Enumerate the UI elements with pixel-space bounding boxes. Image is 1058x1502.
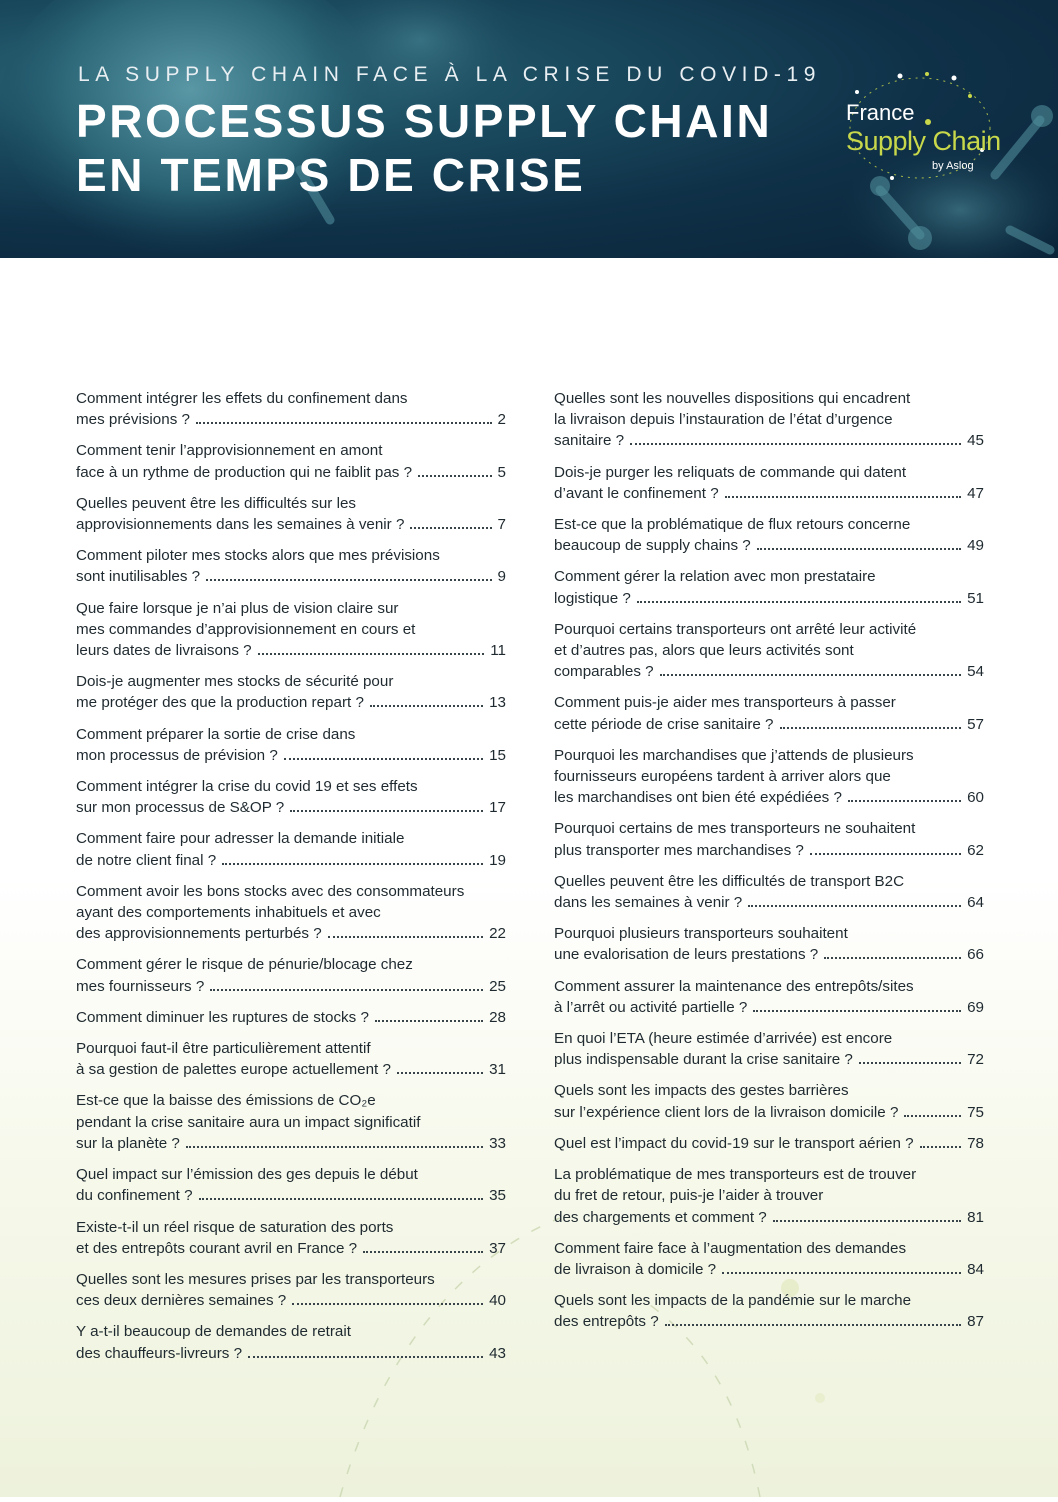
toc-page-number[interactable]: 43 [489, 1344, 506, 1362]
toc-entry[interactable] [76, 1164, 506, 1206]
toc-entry-last-line [76, 566, 506, 587]
page-title-line-2: EN TEMPS DE CRISE [76, 149, 586, 201]
toc-page-number[interactable]: 69 [967, 998, 984, 1016]
toc-dot-leader [375, 1019, 483, 1022]
logo-text-by-aslog: by Aslog [932, 160, 974, 172]
toc-entry-text-line: Comment tenir l’approvisionnement en amont [76, 442, 383, 460]
toc-entry-text-line: Comment faire pour adresser la demande initiale [76, 830, 405, 848]
toc-entry-last-line [76, 1133, 506, 1154]
toc-entry-text-line: Comment intégrer les effets du confinement dans [76, 390, 408, 407]
toc-entry[interactable] [554, 1133, 984, 1154]
toc-dot-leader [284, 757, 483, 760]
toc-entry[interactable] [76, 881, 506, 945]
toc-page-number[interactable]: 37 [489, 1239, 506, 1257]
toc-dot-leader [410, 526, 491, 529]
toc-entry-text-line: et d’autres pas, alors que leurs activités sont [554, 642, 854, 660]
toc-dot-leader [186, 1145, 483, 1148]
toc-entry-text-line: Dois-je augmenter mes stocks de sécurité pour [76, 673, 394, 691]
toc-entry-last-line [76, 1185, 506, 1206]
toc-page-number[interactable]: 47 [967, 484, 984, 502]
toc-dot-leader [920, 1145, 961, 1148]
toc-dot-leader [748, 904, 961, 907]
toc-entry-last-line [554, 714, 984, 735]
toc-page-number[interactable]: 84 [967, 1260, 984, 1278]
toc-dot-leader [722, 1271, 961, 1274]
toc-page-number[interactable]: 7 [497, 516, 506, 534]
toc-entry[interactable] [554, 1238, 984, 1280]
toc-entry[interactable] [76, 440, 506, 482]
toc-entry[interactable] [76, 1217, 506, 1259]
header-banner [0, 0, 1058, 258]
toc-dot-leader [222, 862, 483, 865]
toc-entry-text-line: Est-ce que la problématique de flux retours concerne [554, 516, 911, 534]
toc-entry[interactable] [76, 671, 506, 713]
toc-entry-text-line: Comment préparer la sortie de crise dans [76, 725, 356, 743]
table-of-contents-left-column [76, 388, 506, 1374]
toc-entry-last-line [76, 1059, 506, 1080]
toc-entry-text-line: une evalorisation de leurs prestations ? [554, 946, 819, 964]
toc-entry-text-line: pendant la crise sanitaire aura un impact significatif [76, 1113, 421, 1131]
toc-entry-last-line [76, 797, 506, 818]
toc-entry-last-line [76, 1290, 506, 1311]
toc-entry-text-line: Comment gérer la relation avec mon prestataire [554, 568, 876, 586]
toc-entry-text-line: Comment intégrer la crise du covid 19 et ses effets [76, 778, 418, 796]
toc-dot-leader [753, 1009, 961, 1012]
toc-entry[interactable] [76, 1269, 506, 1311]
toc-dot-leader [196, 421, 492, 424]
toc-entry-text-line: du fret de retour, puis-je l’aider à trouver [554, 1187, 824, 1205]
toc-page-number[interactable]: 5 [497, 463, 506, 481]
toc-entry-text-line: fournisseurs européens tardent à arriver alors que [554, 768, 891, 786]
toc-dot-leader [210, 988, 483, 991]
toc-entry[interactable] [76, 388, 506, 430]
toc-entry-text-line: de livraison à domicile ? [554, 1260, 717, 1278]
france-supply-chain-logo [832, 66, 1012, 186]
toc-dot-leader [780, 726, 962, 729]
toc-entry-text-line: plus indispensable durant la crise sanitaire ? [554, 1051, 853, 1069]
toc-entry[interactable] [76, 1321, 506, 1363]
toc-entry-text-line: Comment avoir les bons stocks avec des consommateurs [76, 882, 465, 900]
toc-page-number[interactable]: 64 [967, 894, 984, 912]
toc-entry-last-line [554, 997, 984, 1018]
toc-entry-last-line [554, 892, 984, 913]
toc-entry-text-line: Comment faire face à l’augmentation des demandes [554, 1239, 907, 1257]
toc-entry-text-line: sont inutilisables ? [76, 568, 201, 586]
toc-dot-leader [757, 547, 961, 550]
toc-entry[interactable] [554, 1164, 984, 1228]
toc-entry-text-line: Comment puis-je aider mes transporteurs à passer [554, 694, 896, 712]
toc-dot-leader [199, 1197, 484, 1200]
toc-entry-last-line [554, 1049, 984, 1070]
toc-dot-leader [773, 1219, 961, 1222]
toc-entry-last-line [554, 944, 984, 965]
toc-page-number[interactable]: 51 [967, 589, 984, 607]
toc-entry-text-line: Quels sont les impacts des gestes barrières [554, 1082, 849, 1100]
toc-entry-text-line: comparables ? [554, 663, 654, 681]
toc-entry-text-line: Existe-t-il un réel risque de saturation des ports [76, 1218, 394, 1236]
toc-entry[interactable] [554, 566, 984, 608]
toc-entry-text-line: Comment diminuer les ruptures de stocks ? [76, 1008, 369, 1026]
toc-dot-leader [637, 600, 961, 603]
toc-entry-text-line: Quelles peuvent être les difficultés de transport B2C [554, 872, 905, 890]
toc-entry[interactable] [554, 1028, 984, 1070]
toc-entry-text-line: des entrepôts ? [554, 1313, 659, 1331]
toc-entry-text-line: beaucoup de supply chains ? [554, 537, 751, 555]
toc-page-number[interactable]: 22 [489, 925, 506, 943]
toc-entry-text-line: Quelles sont les nouvelles dispositions qui encadrent [554, 390, 911, 407]
toc-entry[interactable] [554, 514, 984, 556]
toc-entry-last-line [554, 535, 984, 556]
toc-dot-leader [630, 442, 961, 445]
toc-dot-leader [397, 1071, 483, 1074]
page-title-line-1: PROCESSUS SUPPLY CHAIN [76, 95, 773, 147]
toc-entry-last-line [76, 923, 506, 944]
toc-entry-text-line: sur mon processus de S&OP ? [76, 799, 285, 817]
toc-page-number[interactable]: 49 [967, 537, 984, 555]
toc-entry-text-line: leurs dates de livraisons ? [76, 642, 252, 660]
toc-entry-text-line: à l’arrêt ou activité partielle ? [554, 998, 748, 1016]
toc-page-number[interactable]: 57 [967, 715, 984, 733]
toc-entry-text-line: mon processus de prévision ? [76, 746, 278, 764]
toc-entry-text-line: sur la planète ? [76, 1134, 180, 1152]
toc-dot-leader [418, 474, 492, 477]
toc-entry-text-line: mes prévisions ? [76, 411, 190, 429]
toc-dot-leader [248, 1355, 483, 1358]
toc-entry-text-line: des chauffeurs-livreurs ? [76, 1344, 243, 1362]
toc-entry-text-line: et des entrepôts courant avril en France ? [76, 1239, 358, 1257]
toc-entry[interactable] [76, 493, 506, 535]
toc-entry[interactable] [76, 828, 506, 870]
toc-page-number[interactable]: 78 [967, 1134, 984, 1152]
toc-entry-text-line: Pourquoi faut-il être particulièrement attentif [76, 1040, 371, 1058]
toc-dot-leader [848, 799, 961, 802]
toc-dot-leader [810, 852, 961, 855]
toc-entry-last-line [554, 1311, 984, 1332]
toc-entry-text-line: du confinement ? [76, 1187, 193, 1205]
toc-dot-leader [859, 1061, 961, 1064]
toc-entry-text-line: de notre client final ? [76, 851, 217, 869]
toc-entry-text-line: sur l’expérience client lors de la livraison domicile ? [554, 1103, 899, 1121]
toc-entry-text-line: Que faire lorsque je n’ai plus de vision claire sur [76, 599, 399, 617]
toc-entry-last-line [76, 1343, 506, 1364]
toc-page-number[interactable]: 28 [489, 1008, 506, 1026]
toc-entry-text-line: Pourquoi les marchandises que j’attends de plusieurs [554, 746, 914, 764]
toc-entry-text-line: les marchandises ont bien été expédiées ? [554, 789, 842, 807]
toc-entry-text-line: plus transporter mes marchandises ? [554, 841, 804, 859]
toc-entry-text-line: sanitaire ? [554, 432, 625, 450]
toc-entry[interactable] [76, 1038, 506, 1080]
toc-entry[interactable] [554, 745, 984, 809]
toc-entry[interactable] [554, 818, 984, 860]
toc-entry-last-line [76, 514, 506, 535]
header-supertitle: LA SUPPLY CHAIN FACE À LA CRISE DU COVID-19 [78, 63, 822, 86]
toc-page-number[interactable]: 11 [490, 642, 506, 660]
page-title [76, 94, 836, 202]
toc-page-number[interactable]: 19 [489, 851, 506, 869]
toc-entry-last-line [76, 409, 506, 430]
toc-page-number[interactable]: 17 [489, 799, 506, 817]
toc-entry-text-line: la livraison depuis l’instauration de l’état d’urgence [554, 411, 893, 429]
toc-entry[interactable] [76, 954, 506, 996]
toc-entry[interactable] [554, 388, 984, 452]
toc-page-number[interactable]: 62 [967, 841, 984, 859]
toc-page-number[interactable]: 35 [489, 1187, 506, 1205]
toc-dot-leader [290, 809, 483, 812]
toc-page-number[interactable]: 54 [967, 663, 984, 681]
toc-entry-text-line: La problématique de mes transporteurs est de trouver [554, 1166, 917, 1184]
toc-entry-last-line [76, 850, 506, 871]
toc-page-number[interactable]: 60 [967, 789, 984, 807]
toc-dot-leader [370, 704, 483, 707]
toc-entry[interactable] [554, 923, 984, 965]
toc-dot-leader [665, 1323, 961, 1326]
toc-entry[interactable] [554, 1080, 984, 1122]
toc-entry[interactable] [554, 1290, 984, 1332]
toc-entry-text-line: des approvisionnements perturbés ? [76, 925, 322, 943]
toc-page-number[interactable]: 75 [967, 1103, 984, 1121]
toc-entry-last-line [76, 976, 506, 997]
toc-dot-leader [328, 935, 483, 938]
toc-entry-last-line [76, 640, 506, 661]
toc-entry-text-line: à sa gestion de palettes europe actuellement ? [76, 1061, 391, 1079]
toc-page-number[interactable]: 81 [967, 1208, 984, 1226]
toc-entry-text-line: ayant des comportements inhabituels et avec [76, 904, 381, 922]
toc-entry-text-line: Est-ce que la baisse des émissions de CO₂e [76, 1092, 376, 1110]
toc-entry-last-line [76, 1007, 506, 1028]
toc-entry[interactable] [554, 871, 984, 913]
toc-entry[interactable] [554, 976, 984, 1018]
logo-text-supply-chain: Supply Chain [846, 126, 1001, 156]
toc-entry-last-line [76, 745, 506, 766]
toc-entry[interactable] [76, 598, 506, 662]
toc-entry[interactable] [554, 462, 984, 504]
toc-entry-text-line: Quel est l’impact du covid-19 sur le transport aérien ? [554, 1134, 914, 1152]
toc-entry-text-line: Quels sont les impacts de la pandémie sur le marche [554, 1292, 912, 1310]
toc-entry-last-line [554, 1102, 984, 1123]
toc-entry[interactable] [76, 1090, 506, 1154]
toc-entry[interactable] [76, 724, 506, 766]
toc-dot-leader [660, 673, 961, 676]
toc-entry-last-line [554, 1133, 984, 1154]
table-of-contents-right-column [554, 388, 984, 1343]
toc-page-number[interactable]: 40 [489, 1292, 506, 1310]
toc-entry-last-line [554, 588, 984, 609]
toc-entry-text-line: Pourquoi certains de mes transporteurs ne souhaitent [554, 820, 916, 838]
toc-entry-last-line [554, 1207, 984, 1228]
toc-entry-text-line: mes commandes d’approvisionnement en cours et [76, 620, 416, 638]
toc-entry[interactable] [76, 1007, 506, 1028]
toc-entry[interactable] [554, 692, 984, 734]
toc-page-number[interactable]: 13 [489, 694, 506, 712]
toc-page-number[interactable]: 15 [489, 746, 506, 764]
toc-entry-text-line: d’avant le confinement ? [554, 484, 719, 502]
toc-entry-last-line [554, 787, 984, 808]
toc-page-number[interactable]: 45 [967, 432, 984, 450]
toc-entry-text-line: approvisionnements dans les semaines à venir ? [76, 516, 405, 534]
toc-page-number[interactable]: 33 [489, 1134, 506, 1152]
toc-page-number[interactable]: 31 [489, 1061, 506, 1079]
toc-entry-text-line: Y a-t-il beaucoup de demandes de retrait [76, 1323, 351, 1341]
toc-entry-last-line [76, 462, 506, 483]
toc-entry-text-line: dans les semaines à venir ? [554, 894, 743, 912]
toc-entry[interactable] [76, 776, 506, 818]
toc-dot-leader [258, 652, 485, 655]
toc-entry[interactable] [76, 545, 506, 587]
toc-page-number[interactable]: 9 [497, 568, 506, 586]
toc-page-number[interactable]: 87 [967, 1313, 984, 1331]
toc-page-number[interactable]: 72 [967, 1051, 984, 1069]
toc-entry-last-line [554, 483, 984, 504]
toc-entry-last-line [554, 1259, 984, 1280]
toc-entry-text-line: Comment piloter mes stocks alors que mes prévisions [76, 547, 440, 565]
toc-dot-leader [206, 578, 491, 581]
toc-entry-text-line: Comment gérer le risque de pénurie/blocage chez [76, 956, 413, 974]
toc-entry-text-line: Quelles sont les mesures prises par les transporteurs [76, 1270, 435, 1288]
toc-dot-leader [824, 956, 961, 959]
toc-entry-text-line: Comment assurer la maintenance des entrepôts/sites [554, 977, 914, 995]
toc-dot-leader [363, 1250, 483, 1253]
toc-entry-text-line: Pourquoi plusieurs transporteurs souhaitent [554, 925, 848, 943]
toc-page-number[interactable]: 66 [967, 946, 984, 964]
toc-entry[interactable] [554, 619, 984, 683]
toc-entry-text-line: me protéger des que la production repart ? [76, 694, 364, 712]
toc-entry-text-line: Quelles peuvent être les difficultés sur les [76, 494, 356, 512]
toc-entry-text-line: des chargements et comment ? [554, 1208, 767, 1226]
toc-entry-text-line: logistique ? [554, 589, 631, 607]
toc-dot-leader [292, 1302, 483, 1305]
toc-entry-last-line [554, 661, 984, 682]
toc-dot-leader [725, 495, 961, 498]
toc-entry-text-line: En quoi l’ETA (heure estimée d’arrivée) est encore [554, 1030, 893, 1048]
toc-entry-text-line: face à un rythme de production qui ne faiblit pas ? [76, 463, 413, 481]
toc-entry-text-line: mes fournisseurs ? [76, 977, 205, 995]
toc-entry-last-line [76, 1238, 506, 1259]
toc-page-number[interactable]: 2 [497, 411, 506, 429]
toc-entry-text-line: ces deux dernières semaines ? [76, 1292, 287, 1310]
toc-entry-text-line: Dois-je purger les reliquats de commande qui datent [554, 463, 907, 481]
toc-entry-text-line: Quel impact sur l’émission des ges depuis le début [76, 1166, 418, 1184]
toc-entry-last-line [554, 430, 984, 451]
toc-page-number[interactable]: 25 [489, 977, 506, 995]
logo-text-france: France [846, 100, 915, 125]
toc-entry-last-line [554, 840, 984, 861]
toc-entry-last-line [76, 692, 506, 713]
toc-dot-leader [904, 1114, 961, 1117]
toc-entry-text-line: cette période de crise sanitaire ? [554, 715, 774, 733]
toc-entry-text-line: Pourquoi certains transporteurs ont arrêté leur activité [554, 620, 917, 638]
